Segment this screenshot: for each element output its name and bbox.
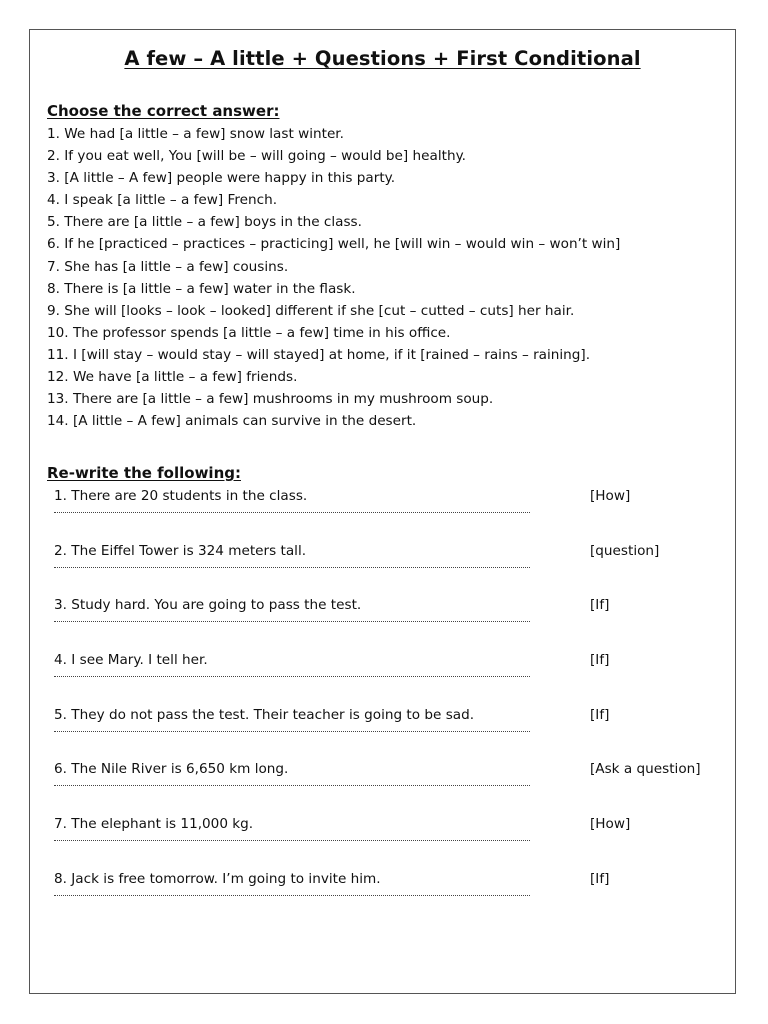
answer-line[interactable] <box>54 785 530 786</box>
question-item: 3. [A little – A few] people were happy in this party. <box>47 170 396 187</box>
question-item: 6. If he [practiced – practices – practicing] well, he [will win – would win – won’t win] <box>47 236 621 253</box>
rewrite-hint: [If] <box>590 706 610 723</box>
question-item: 10. The professor spends [a little – a few] time in his office. <box>47 324 451 341</box>
question-item: 14. [A little – A few] animals can survive in the desert. <box>47 413 417 430</box>
rewrite-item <box>54 649 734 704</box>
question-item: 11. I [will stay – would stay – will stayed] at home, if it [rained – rains – raining]. <box>47 346 591 363</box>
question-item: 2. If you eat well, You [will be – will going – would be] healthy. <box>47 148 467 165</box>
rewrite-item <box>54 594 734 649</box>
rewrite-sentence: 8. Jack is free tomorrow. I’m going to invite him. <box>54 870 381 887</box>
section-heading-choose: Choose the correct answer: <box>47 102 280 120</box>
rewrite-item <box>54 758 734 813</box>
rewrite-item <box>54 704 734 759</box>
rewrite-sentence: 4. I see Mary. I tell her. <box>54 652 208 669</box>
rewrite-sentence: 6. The Nile River is 6,650 km long. <box>54 761 289 778</box>
answer-line[interactable] <box>54 512 530 513</box>
rewrite-hint: [How] <box>590 488 631 504</box>
rewrite-hint: [If] <box>590 652 610 669</box>
answer-line[interactable] <box>54 840 530 841</box>
question-item: 5. There are [a little – a few] boys in the class. <box>47 214 362 231</box>
question-item: 4. I speak [a little – a few] French. <box>47 192 278 209</box>
rewrite-hint: [Ask a question] <box>590 761 701 778</box>
rewrite-sentence: 2. The Eiffel Tower is 324 meters tall. <box>54 542 307 559</box>
rewrite-sentence: 1. There are 20 students in the class. <box>54 488 308 504</box>
answer-line[interactable] <box>54 621 530 622</box>
rewrite-sentence: 7. The elephant is 11,000 kg. <box>54 816 254 833</box>
question-item: 7. She has [a little – a few] cousins. <box>47 258 289 275</box>
question-item: 13. There are [a little – a few] mushrooms in my mushroom soup. <box>47 391 494 408</box>
rewrite-hint: [If] <box>590 870 610 887</box>
question-item: 12. We have [a little – a few] friends. <box>47 369 298 386</box>
question-item: 1. We had [a little – a few] snow last winter. <box>47 126 344 142</box>
rewrite-hint: [If] <box>590 597 610 614</box>
answer-line[interactable] <box>54 731 530 732</box>
rewrite-hint: [question] <box>590 542 660 559</box>
rewrite-sentence: 5. They do not pass the test. Their teacher is going to be sad. <box>54 706 475 723</box>
rewrite-item <box>54 485 734 540</box>
answer-line[interactable] <box>54 567 530 568</box>
worksheet-page <box>29 29 736 994</box>
section-heading-rewrite: Re-write the following: <box>47 464 241 482</box>
rewrite-item <box>54 813 734 868</box>
worksheet-title: A few – A little + Questions + First Conditional <box>124 47 641 70</box>
answer-line[interactable] <box>54 676 530 677</box>
rewrite-list <box>54 485 734 923</box>
answer-line[interactable] <box>54 895 530 896</box>
rewrite-item <box>54 540 734 595</box>
choose-answer-list <box>47 123 732 432</box>
rewrite-sentence: 3. Study hard. You are going to pass the test. <box>54 597 362 614</box>
rewrite-hint: [How] <box>590 816 631 833</box>
question-item: 9. She will [looks – look – looked] different if she [cut – cutted – cuts] her hair. <box>47 302 575 319</box>
rewrite-item <box>54 868 734 923</box>
question-item: 8. There is [a little – a few] water in the flask. <box>47 280 356 297</box>
